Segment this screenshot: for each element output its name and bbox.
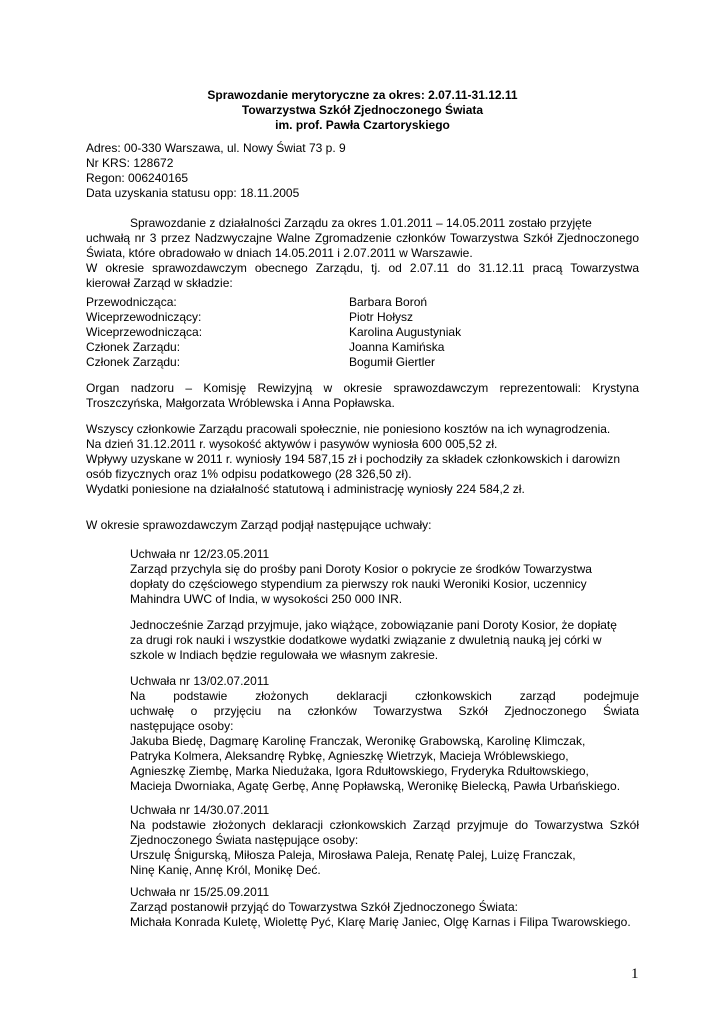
resolution-title: Uchwała nr 15/25.09.2011 <box>130 885 270 899</box>
resolution-text: szkole w Indiach będzie regulowała we własnym zakresie. <box>130 648 439 662</box>
opp-status-line: Data uzyskania statusu opp: 18.11.2005 <box>86 186 300 200</box>
resolution-text: Ninę Kanię, Annę Król, Monikę Deć. <box>130 863 321 877</box>
resolution-text: Na podstawie złożonych deklaracji członkowskich zarząd podejmuje <box>130 689 639 703</box>
board-member-name: Karolina Augustyniak <box>349 325 462 339</box>
resolution-text: Agnieszkę Ziembę, Marka Niedużaka, Igora Rdułtowskiego, Fryderyka Rdułtowskiego, <box>130 764 589 778</box>
board-role: Członek Zarządu: <box>86 355 181 369</box>
resolution-text: Michała Konrada Kuletę, Wiolettę Pyć, Klarę Marię Janiec, Olgę Karnas i Filipa Twarowskiego. <box>130 915 631 929</box>
intro-line-3: Świata, które obradowało w dniach 14.05.2011 i 2.07.2011 w Warszawie. <box>86 246 473 260</box>
supervisory-line-2: Troszczyńska, Małgorzata Wróblewska i Anna Popławska. <box>86 396 395 410</box>
board-role: Członek Zarządu: <box>86 340 181 354</box>
board-role: Wiceprzewodniczący: <box>86 310 202 324</box>
resolution-text: uchwałę o przyjęciu na członków Towarzystwa Szkół Zjednoczonego Świata <box>130 704 639 718</box>
finance-line-1: Wszyscy członkowie Zarządu pracowali społecznie, nie poniesiono kosztów na ich wynagrodzenia. <box>86 422 611 436</box>
resolution-text: Jednocześnie Zarząd przyjmuje, jako wiążące, zobowiązanie pani Doroty Kosior, że dopłatę <box>130 618 617 632</box>
resolution-text: następujące osoby: <box>130 719 234 733</box>
report-title: Sprawozdanie merytoryczne za okres: 2.07.11-31.12.11 <box>207 88 518 102</box>
resolution-title: Uchwała nr 14/30.07.2011 <box>130 803 270 817</box>
resolutions-intro: W okresie sprawozdawczym Zarząd podjął następujące uchwały: <box>86 518 432 532</box>
resolution-text: dopłaty do częściowego stypendium za pierwszy rok nauki Weroniki Kosior, uczennicy <box>130 577 587 591</box>
resolution-text: Patryka Kolmera, Aleksandrę Rybkę, Agnieszkę Wietrzyk, Macieja Wróblewskiego, <box>130 749 569 763</box>
address-line: Adres: 00-330 Warszawa, ul. Nowy Świat 73 p. 9 <box>86 141 346 155</box>
finance-line-2: Na dzień 31.12.2011 r. wysokość aktywów i pasywów wyniosła 600 005,52 zł. <box>86 437 498 451</box>
regon-line: Regon: 006240165 <box>86 171 189 185</box>
krs-line: Nr KRS: 128672 <box>86 156 174 170</box>
intro-line-5: kierował Zarząd w składzie: <box>86 276 233 290</box>
finance-line-5: Wydatki poniesione na działalność statutową i administrację wyniosły 224 584,2 zł. <box>86 482 525 496</box>
resolution-title: Uchwała nr 13/02.07.2011 <box>130 674 270 688</box>
supervisory-line-1: Organ nadzoru – Komisję Rewizyjną w okresie sprawozdawczym reprezentowali: Krystyna <box>86 381 639 395</box>
resolution-text: Zarząd przychyla się do prośby pani Doroty Kosior o pokrycie ze środków Towarzystwa <box>130 562 592 576</box>
intro-line-2: uchwałą nr 3 przez Nadzwyczajne Walne Zgromadzenie członków Towarzystwa Szkół Zjednoczonego <box>86 231 639 245</box>
board-member-name: Piotr Hołysz <box>349 310 414 324</box>
board-member-name: Bogumił Giertler <box>349 355 436 369</box>
resolution-text: Zjednoczonego Świata następujące osoby: <box>130 833 359 847</box>
board-role: Przewodnicząca: <box>86 295 177 309</box>
organization-patron: im. prof. Pawła Czartoryskiego <box>275 118 450 132</box>
organization-name: Towarzystwa Szkół Zjednoczonego Świata <box>241 103 484 117</box>
resolution-text: Na podstawie złożonych deklaracji członkowskich Zarząd przyjmuje do Towarzystwa Szkół <box>130 818 639 832</box>
board-member-name: Barbara Boroń <box>349 295 428 309</box>
resolution-text: za drugi rok nauki i wszystkie dodatkowe wydatki związanie z dwuletnią nauką jej córki w <box>130 633 602 647</box>
resolution-text: Macieja Dworniaka, Agatę Gerbę, Annę Popławską, Weronikę Bielecką, Pawła Urbańskiego. <box>130 779 621 793</box>
board-role: Wiceprzewodnicząca: <box>86 325 203 339</box>
page-number: 1 <box>631 966 639 982</box>
resolution-text: Zarząd postanowił przyjąć do Towarzystwa Szkół Zjednoczonego Świata: <box>130 900 518 914</box>
resolution-text: Urszulę Śnigurską, Miłosza Paleja, Mirosława Paleja, Renatę Palej, Luizę Franczak, <box>130 848 576 862</box>
resolution-text: Jakuba Biedę, Dagmarę Karolinę Franczak, Weronikę Grabowską, Karolinę Klimczak, <box>130 734 586 748</box>
finance-line-4: osób fizycznych oraz 1% odpisu podatkowego (28 326,50 zł). <box>86 467 412 481</box>
board-member-name: Joanna Kamińska <box>349 340 445 354</box>
finance-line-3: Wpływy uzyskane w 2011 r. wyniosły 194 587,15 zł i pochodziły za składek członkowskich i darowizn <box>86 452 621 466</box>
resolution-title: Uchwała nr 12/23.05.2011 <box>130 547 270 561</box>
resolution-text: Mahindra UWC of India, w wysokości 250 000 INR. <box>130 592 403 606</box>
intro-line-4: W okresie sprawozdawczym obecnego Zarządu, tj. od 2.07.11 do 31.12.11 pracą Towarzystwa <box>86 261 639 275</box>
intro-line-1: Sprawozdanie z działalności Zarządu za okres 1.01.2011 – 14.05.2011 zostało przyjęte <box>130 216 592 230</box>
